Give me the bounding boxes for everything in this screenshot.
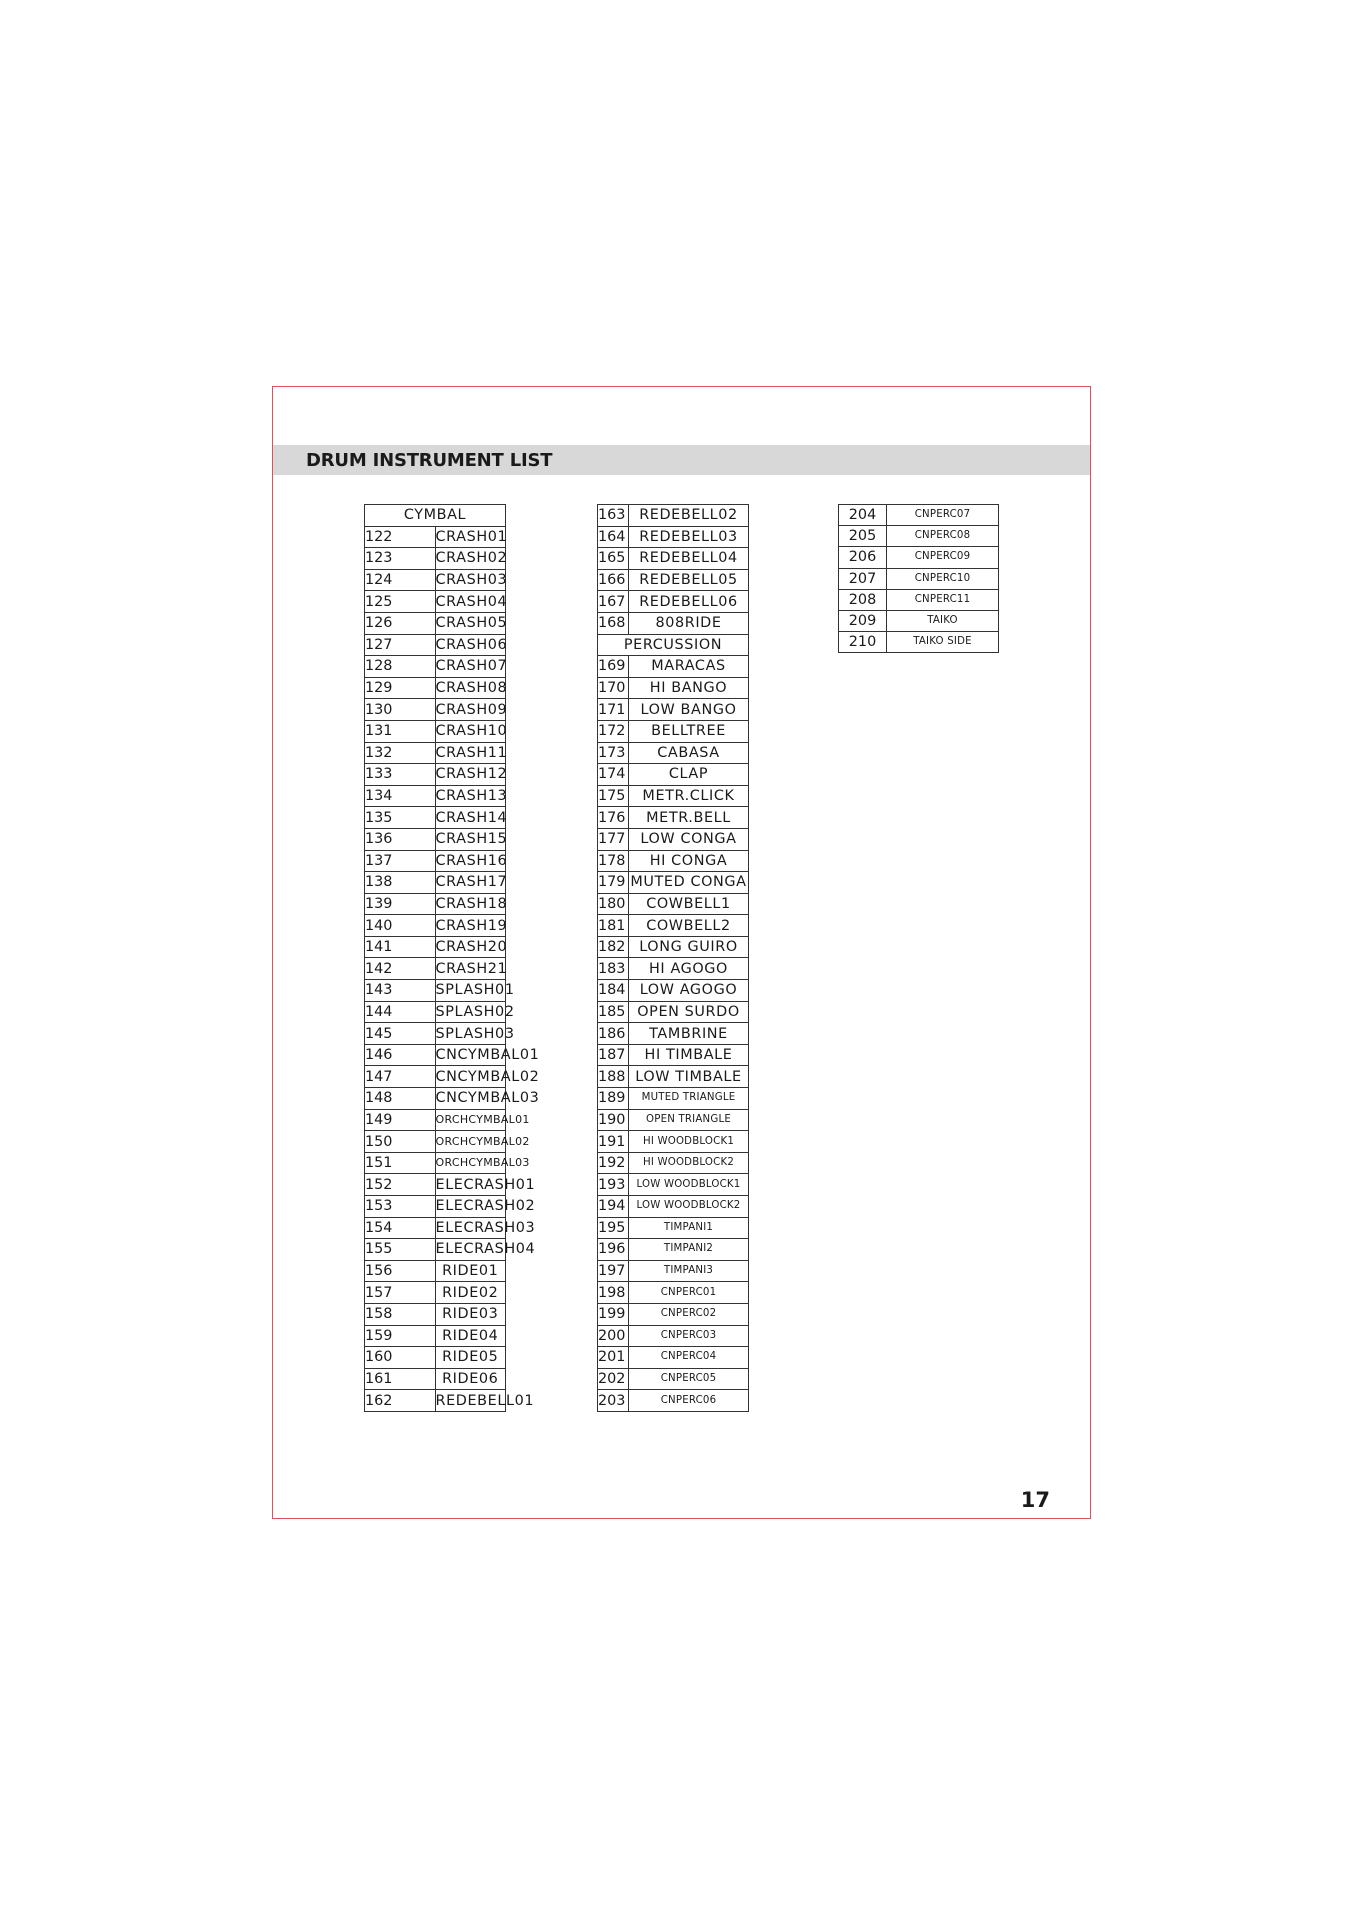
table-row — [365, 850, 506, 872]
table-row — [365, 1109, 506, 1131]
instrument-name: HI CONGA — [629, 850, 749, 872]
table-row — [839, 610, 999, 631]
instrument-number: 157 — [365, 1282, 436, 1304]
instrument-number: 164 — [598, 526, 629, 548]
table-row — [598, 1303, 749, 1325]
table-row — [365, 1196, 506, 1218]
instrument-number: 189 — [598, 1088, 629, 1110]
instrument-name: LONG GUIRO — [629, 936, 749, 958]
table-row — [839, 505, 999, 526]
table-row — [839, 568, 999, 589]
instrument-number: 127 — [365, 634, 436, 656]
instrument-number: 177 — [598, 828, 629, 850]
instrument-number: 161 — [365, 1368, 436, 1390]
instrument-name: REDEBELL01 — [435, 1390, 506, 1412]
instrument-number: 159 — [365, 1325, 436, 1347]
instrument-number: 208 — [839, 589, 887, 610]
instrument-number: 182 — [598, 936, 629, 958]
instrument-number: 137 — [365, 850, 436, 872]
instrument-number: 186 — [598, 1023, 629, 1045]
table-row — [365, 958, 506, 980]
instrument-name: CRASH19 — [435, 915, 506, 937]
instrument-name: METR.CLICK — [629, 785, 749, 807]
instrument-name: TAIKO — [887, 610, 999, 631]
page-number: 17 — [1020, 1488, 1050, 1512]
table-row — [598, 1196, 749, 1218]
table-row — [365, 677, 506, 699]
instrument-number: 198 — [598, 1282, 629, 1304]
instrument-number: 179 — [598, 872, 629, 894]
instrument-name: LOW WOODBLOCK1 — [629, 1174, 749, 1196]
table-row — [598, 1066, 749, 1088]
table-row — [598, 936, 749, 958]
section-header-row — [365, 505, 506, 527]
instrument-number: 136 — [365, 828, 436, 850]
table-row — [365, 1066, 506, 1088]
table-row — [598, 1109, 749, 1131]
instrument-number: 185 — [598, 1001, 629, 1023]
instrument-number: 202 — [598, 1368, 629, 1390]
table-row — [365, 828, 506, 850]
instrument-name: CNPERC09 — [887, 547, 999, 568]
instrument-number: 122 — [365, 526, 436, 548]
table-row — [598, 569, 749, 591]
table-row — [365, 1239, 506, 1261]
instrument-number: 180 — [598, 893, 629, 915]
instrument-number: 196 — [598, 1239, 629, 1261]
table-row — [365, 591, 506, 613]
instrument-name: CRASH02 — [435, 548, 506, 570]
table-row — [598, 742, 749, 764]
page-frame — [272, 386, 1091, 1519]
instrument-number: 153 — [365, 1196, 436, 1218]
instrument-number: 158 — [365, 1303, 436, 1325]
table-row — [598, 1260, 749, 1282]
instrument-name: CRASH15 — [435, 828, 506, 850]
instrument-number: 160 — [365, 1347, 436, 1369]
instrument-name: CNPERC07 — [887, 505, 999, 526]
instrument-number: 168 — [598, 612, 629, 634]
table-row — [598, 828, 749, 850]
instrument-number: 181 — [598, 915, 629, 937]
instrument-number: 193 — [598, 1174, 629, 1196]
table-row — [365, 980, 506, 1002]
table-row — [598, 807, 749, 829]
table-row — [598, 850, 749, 872]
instrument-number: 174 — [598, 764, 629, 786]
table-row — [365, 1044, 506, 1066]
instrument-name: TIMPANI2 — [629, 1239, 749, 1261]
table-row — [365, 1088, 506, 1110]
instrument-name: CNPERC11 — [887, 589, 999, 610]
instrument-number: 166 — [598, 569, 629, 591]
table-row — [598, 720, 749, 742]
table-row — [365, 893, 506, 915]
page-title: DRUM INSTRUMENT LIST — [306, 450, 553, 471]
instrument-name: CNPERC02 — [629, 1303, 749, 1325]
instrument-number: 135 — [365, 807, 436, 829]
table-row — [839, 547, 999, 568]
instrument-number: 203 — [598, 1390, 629, 1412]
table-row — [598, 1152, 749, 1174]
instrument-name: METR.BELL — [629, 807, 749, 829]
table-row — [365, 634, 506, 656]
table-row — [598, 1390, 749, 1412]
instrument-name: LOW CONGA — [629, 828, 749, 850]
table-row — [598, 893, 749, 915]
instrument-number: 138 — [365, 872, 436, 894]
instrument-name: HI WOODBLOCK1 — [629, 1131, 749, 1153]
drum-list-column-3 — [838, 504, 999, 653]
instrument-name: CNPERC04 — [629, 1347, 749, 1369]
instrument-name: RIDE05 — [435, 1347, 506, 1369]
section-header-row — [598, 634, 749, 656]
instrument-name: MARACAS — [629, 656, 749, 678]
table-row — [598, 1239, 749, 1261]
instrument-number: 192 — [598, 1152, 629, 1174]
instrument-name: REDEBELL02 — [629, 505, 749, 527]
instrument-number: 139 — [365, 893, 436, 915]
instrument-number: 149 — [365, 1109, 436, 1131]
table-row — [598, 980, 749, 1002]
instrument-number: 123 — [365, 548, 436, 570]
table-row — [365, 764, 506, 786]
instrument-name: LOW BANGO — [629, 699, 749, 721]
instrument-number: 126 — [365, 612, 436, 634]
table-row — [598, 1325, 749, 1347]
instrument-number: 169 — [598, 656, 629, 678]
instrument-name: REDEBELL04 — [629, 548, 749, 570]
instrument-name: MUTED TRIANGLE — [629, 1088, 749, 1110]
instrument-name: SPLASH03 — [435, 1023, 506, 1045]
table-row — [598, 915, 749, 937]
instrument-number: 140 — [365, 915, 436, 937]
instrument-name: CABASA — [629, 742, 749, 764]
instrument-name: BELLTREE — [629, 720, 749, 742]
instrument-name: CNPERC06 — [629, 1390, 749, 1412]
instrument-number: 171 — [598, 699, 629, 721]
table-row — [365, 1260, 506, 1282]
instrument-name: CRASH07 — [435, 656, 506, 678]
table-row — [365, 915, 506, 937]
instrument-number: 199 — [598, 1303, 629, 1325]
instrument-name: CNPERC08 — [887, 526, 999, 547]
table-row — [598, 785, 749, 807]
table-row — [598, 1347, 749, 1369]
instrument-name: OPEN TRIANGLE — [629, 1109, 749, 1131]
instrument-name: CRASH06 — [435, 634, 506, 656]
table-row — [598, 1001, 749, 1023]
instrument-name: MUTED CONGA — [629, 872, 749, 894]
instrument-name: RIDE03 — [435, 1303, 506, 1325]
instrument-name: HI AGOGO — [629, 958, 749, 980]
table-row — [365, 1325, 506, 1347]
instrument-number: 147 — [365, 1066, 436, 1088]
instrument-name: HI WOODBLOCK2 — [629, 1152, 749, 1174]
instrument-name: ELECRASH01 — [435, 1174, 506, 1196]
instrument-name: CRASH09 — [435, 699, 506, 721]
instrument-number: 132 — [365, 742, 436, 764]
instrument-number: 200 — [598, 1325, 629, 1347]
instrument-name: TAIKO SIDE — [887, 632, 999, 653]
table-row — [598, 526, 749, 548]
table-row — [365, 1390, 506, 1412]
instrument-name: CRASH20 — [435, 936, 506, 958]
instrument-number: 184 — [598, 980, 629, 1002]
drum-list-column-1 — [364, 504, 540, 1412]
instrument-name: HI BANGO — [629, 677, 749, 699]
instrument-name: CRASH01 — [435, 526, 506, 548]
table-row — [598, 1217, 749, 1239]
instrument-number: 170 — [598, 677, 629, 699]
instrument-name: RIDE06 — [435, 1368, 506, 1390]
table-row — [839, 526, 999, 547]
instrument-name: COWBELL2 — [629, 915, 749, 937]
table-row — [598, 872, 749, 894]
instrument-name: LOW TIMBALE — [629, 1066, 749, 1088]
table-row — [598, 612, 749, 634]
table-row — [598, 1088, 749, 1110]
table-row — [365, 872, 506, 894]
instrument-name: HI TIMBALE — [629, 1044, 749, 1066]
instrument-name: 808RIDE — [629, 612, 749, 634]
instrument-number: 134 — [365, 785, 436, 807]
instrument-name: CRASH11 — [435, 742, 506, 764]
instrument-number: 148 — [365, 1088, 436, 1110]
table-row — [365, 720, 506, 742]
instrument-name: REDEBELL03 — [629, 526, 749, 548]
instrument-number: 195 — [598, 1217, 629, 1239]
instrument-name: CNCYMBAL02 — [435, 1066, 506, 1088]
table-row — [365, 807, 506, 829]
instrument-name: TIMPANI3 — [629, 1260, 749, 1282]
instrument-name: SPLASH01 — [435, 980, 506, 1002]
table-row — [598, 505, 749, 527]
table-row — [365, 548, 506, 570]
instrument-number: 207 — [839, 568, 887, 589]
table-row — [598, 1174, 749, 1196]
table-row — [365, 1368, 506, 1390]
table-row — [598, 1023, 749, 1045]
instrument-name: ELECRASH02 — [435, 1196, 506, 1218]
table-row — [365, 1131, 506, 1153]
instrument-number: 172 — [598, 720, 629, 742]
instrument-number: 190 — [598, 1109, 629, 1131]
table-row — [365, 742, 506, 764]
instrument-name: ORCHCYMBAL02 — [435, 1131, 506, 1153]
instrument-name: OPEN SURDO — [629, 1001, 749, 1023]
instrument-name: CRASH03 — [435, 569, 506, 591]
instrument-name: REDEBELL05 — [629, 569, 749, 591]
instrument-number: 173 — [598, 742, 629, 764]
table-row — [598, 548, 749, 570]
instrument-name: RIDE01 — [435, 1260, 506, 1282]
instrument-number: 146 — [365, 1044, 436, 1066]
table-row — [598, 958, 749, 980]
instrument-number: 128 — [365, 656, 436, 678]
table-row — [598, 699, 749, 721]
instrument-number: 176 — [598, 807, 629, 829]
table-row — [365, 785, 506, 807]
instrument-number: 204 — [839, 505, 887, 526]
table-row — [598, 1131, 749, 1153]
table-row — [365, 699, 506, 721]
table-row — [839, 632, 999, 653]
instrument-name: SPLASH02 — [435, 1001, 506, 1023]
instrument-name: CRASH04 — [435, 591, 506, 613]
instrument-name: RIDE02 — [435, 1282, 506, 1304]
instrument-number: 187 — [598, 1044, 629, 1066]
table-row — [365, 569, 506, 591]
instrument-number: 175 — [598, 785, 629, 807]
instrument-number: 144 — [365, 1001, 436, 1023]
instrument-name: CRASH05 — [435, 612, 506, 634]
instrument-name: CRASH17 — [435, 872, 506, 894]
instrument-number: 188 — [598, 1066, 629, 1088]
table-row — [365, 1217, 506, 1239]
instrument-name: CNCYMBAL01 — [435, 1044, 506, 1066]
table-row — [598, 677, 749, 699]
table-row — [365, 656, 506, 678]
instrument-number: 154 — [365, 1217, 436, 1239]
instrument-number: 152 — [365, 1174, 436, 1196]
instrument-name: CRASH10 — [435, 720, 506, 742]
section-header: PERCUSSION — [598, 634, 749, 656]
instrument-number: 167 — [598, 591, 629, 613]
instrument-number: 178 — [598, 850, 629, 872]
instrument-name: CRASH16 — [435, 850, 506, 872]
table-row — [365, 1001, 506, 1023]
instrument-number: 130 — [365, 699, 436, 721]
table-row — [365, 1023, 506, 1045]
table-row — [839, 589, 999, 610]
instrument-number: 155 — [365, 1239, 436, 1261]
table-row — [598, 1282, 749, 1304]
instrument-number: 194 — [598, 1196, 629, 1218]
instrument-name: CRASH18 — [435, 893, 506, 915]
instrument-number: 133 — [365, 764, 436, 786]
instrument-name: ORCHCYMBAL01 — [435, 1109, 506, 1131]
table-row — [598, 591, 749, 613]
instrument-number: 209 — [839, 610, 887, 631]
instrument-number: 131 — [365, 720, 436, 742]
table-row — [365, 526, 506, 548]
instrument-number: 156 — [365, 1260, 436, 1282]
instrument-name: CRASH13 — [435, 785, 506, 807]
instrument-name: CNPERC10 — [887, 568, 999, 589]
instrument-number: 151 — [365, 1152, 436, 1174]
instrument-name: CRASH12 — [435, 764, 506, 786]
instrument-name: ORCHCYMBAL03 — [435, 1152, 506, 1174]
instrument-name: CNPERC05 — [629, 1368, 749, 1390]
table-row — [365, 1152, 506, 1174]
instrument-name: CRASH21 — [435, 958, 506, 980]
instrument-number: 191 — [598, 1131, 629, 1153]
instrument-number: 143 — [365, 980, 436, 1002]
table-row — [365, 1303, 506, 1325]
table-row — [598, 1044, 749, 1066]
instrument-number: 163 — [598, 505, 629, 527]
instrument-number: 206 — [839, 547, 887, 568]
instrument-number: 129 — [365, 677, 436, 699]
instrument-number: 125 — [365, 591, 436, 613]
instrument-number: 124 — [365, 569, 436, 591]
instrument-name: RIDE04 — [435, 1325, 506, 1347]
instrument-name: TAMBRINE — [629, 1023, 749, 1045]
instrument-name: ELECRASH03 — [435, 1217, 506, 1239]
section-header: CYMBAL — [365, 505, 506, 527]
table-row — [598, 764, 749, 786]
instrument-name: CRASH14 — [435, 807, 506, 829]
instrument-number: 183 — [598, 958, 629, 980]
instrument-name: CLAP — [629, 764, 749, 786]
instrument-number: 165 — [598, 548, 629, 570]
instrument-number: 142 — [365, 958, 436, 980]
instrument-number: 150 — [365, 1131, 436, 1153]
instrument-number: 162 — [365, 1390, 436, 1412]
table-row — [365, 612, 506, 634]
instrument-name: TIMPANI1 — [629, 1217, 749, 1239]
table-row — [365, 1174, 506, 1196]
instrument-name: CNPERC03 — [629, 1325, 749, 1347]
instrument-name: REDEBELL06 — [629, 591, 749, 613]
instrument-name: CRASH08 — [435, 677, 506, 699]
table-row — [365, 1282, 506, 1304]
instrument-name: COWBELL1 — [629, 893, 749, 915]
instrument-name: LOW AGOGO — [629, 980, 749, 1002]
table-row — [598, 1368, 749, 1390]
drum-list-column-2 — [597, 504, 749, 1412]
title-banner — [273, 445, 1090, 475]
instrument-number: 201 — [598, 1347, 629, 1369]
table-row — [598, 656, 749, 678]
instrument-number: 205 — [839, 526, 887, 547]
instrument-number: 197 — [598, 1260, 629, 1282]
table-row — [365, 1347, 506, 1369]
instrument-name: LOW WOODBLOCK2 — [629, 1196, 749, 1218]
instrument-name: ELECRASH04 — [435, 1239, 506, 1261]
instrument-name: CNCYMBAL03 — [435, 1088, 506, 1110]
instrument-number: 145 — [365, 1023, 436, 1045]
table-row — [365, 936, 506, 958]
instrument-number: 210 — [839, 632, 887, 653]
instrument-name: CNPERC01 — [629, 1282, 749, 1304]
instrument-number: 141 — [365, 936, 436, 958]
